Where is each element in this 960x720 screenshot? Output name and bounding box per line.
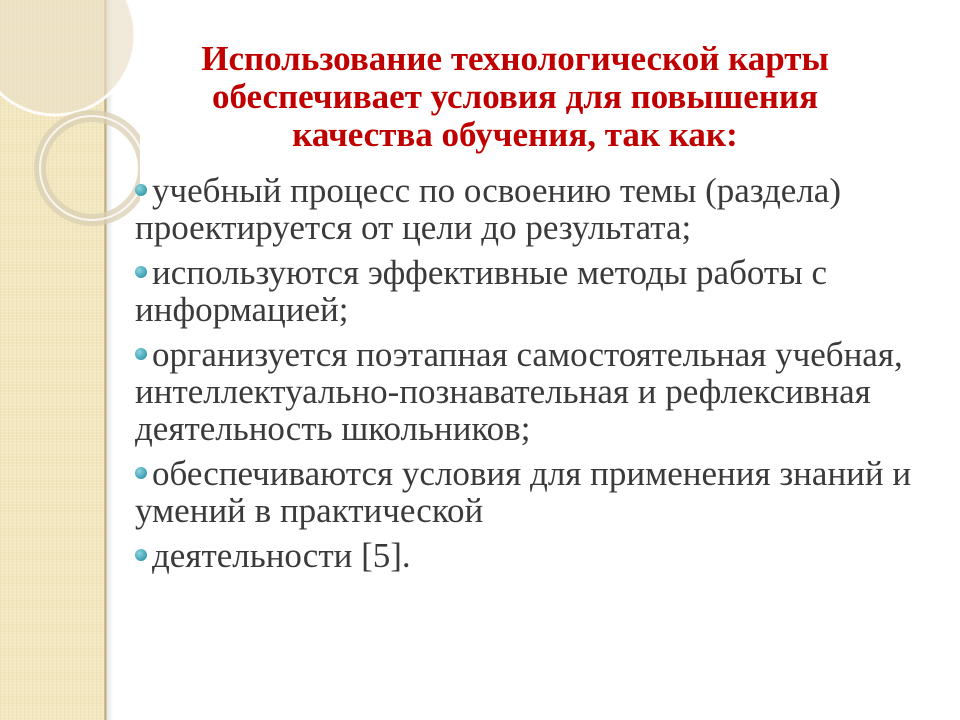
- title-line: качества обучения, так как:: [292, 115, 738, 154]
- bullet-list: [135, 172, 925, 582]
- bullet-text: организуется поэтапная самостоятельная учебная, интеллектуально-познавательная и рефлексивная деятельность школьников;: [135, 335, 903, 448]
- bullet-item: [135, 336, 925, 447]
- bullet-text: используются эффективные методы работы с информацией;: [135, 253, 828, 329]
- slide-title: [110, 40, 920, 154]
- title-line: обеспечивает условия для повышения: [211, 77, 819, 116]
- bullet-item: [135, 537, 925, 574]
- bullet-dot-icon: [135, 467, 147, 479]
- bullet-dot-icon: [135, 549, 147, 561]
- bullet-text: обеспечиваются условия для применения знаний и умений в практической: [135, 454, 912, 530]
- bullet-item: [135, 254, 925, 328]
- title-line: Использование технологической карты: [201, 39, 829, 78]
- bullet-item: [135, 455, 925, 529]
- bullet-text: деятельности [5].: [152, 536, 411, 575]
- bullet-item: [135, 172, 925, 246]
- bullet-dot-icon: [135, 348, 147, 360]
- bullet-dot-icon: [135, 266, 147, 278]
- bullet-text: учебный процесс по освоению темы (раздела) проектируется от цели до результата;: [135, 171, 841, 247]
- bullet-dot-icon: [135, 184, 147, 196]
